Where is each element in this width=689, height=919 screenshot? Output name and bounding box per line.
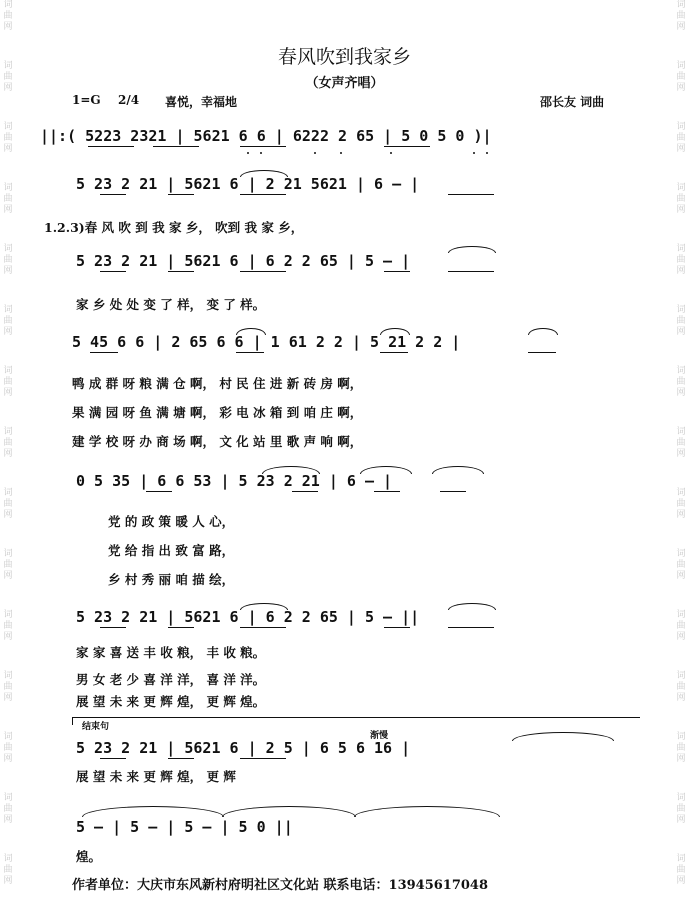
lyrics-line-5c: 乡 村 秀 丽 咱 描 绘， xyxy=(108,572,235,587)
watermark-text: 词 曲 网 xyxy=(3,183,13,215)
watermark-text: 词 曲 网 xyxy=(676,610,686,642)
author-footer: 作者单位：大庆市东风新村府明社区文化站 联系电话：13945617048 xyxy=(72,878,489,893)
watermark-text: 词 曲 网 xyxy=(3,488,13,520)
watermark-text: 词 曲 网 xyxy=(3,549,13,581)
watermark-text: 词 曲 网 xyxy=(3,305,13,337)
watermark-text: 词 曲 网 xyxy=(676,854,686,886)
watermark-left xyxy=(1,0,15,919)
watermark-text: 词 曲 网 xyxy=(676,671,686,703)
watermark-text: 词 曲 网 xyxy=(3,366,13,398)
watermark-text: 词 曲 网 xyxy=(676,549,686,581)
coda-bracket-tick xyxy=(72,717,73,725)
lyrics-line-7: 展 望 未 来 更 辉 煌， 更 辉 xyxy=(76,769,236,784)
watermark-text: 词 曲 网 xyxy=(676,122,686,154)
watermark-text: 词 曲 网 xyxy=(3,427,13,459)
time-signature: 2/4 xyxy=(118,93,140,107)
score-system-6: 5 23 2 21 | 5621 6 | 6 2 2 65 | 5 — || xyxy=(76,608,420,626)
watermark-text: 词 曲 网 xyxy=(676,366,686,398)
watermark-text: 词 曲 网 xyxy=(3,732,13,764)
watermark-text: 词 曲 网 xyxy=(676,183,686,215)
lyrics-line-3: 家 乡 处 处 变 了 样， 变 了 样。 xyxy=(76,297,266,312)
lyrics-line-4b: 果 满 园 呀 鱼 满 塘 啊， 彩 电 冰 箱 到 咱 庄 啊， xyxy=(72,405,363,420)
watermark-text: 词 曲 网 xyxy=(676,793,686,825)
lyrics-line-4a: 鸭 成 群 呀 粮 满 仓 啊， 村 民 住 进 新 砖 房 啊， xyxy=(72,376,363,391)
watermark-text: 词 曲 网 xyxy=(676,244,686,276)
watermark-text: 词 曲 网 xyxy=(676,0,686,32)
watermark-text: 词 曲 网 xyxy=(676,427,686,459)
watermark-text: 词 曲 网 xyxy=(3,793,13,825)
watermark-text: 词 曲 网 xyxy=(3,244,13,276)
watermark-text: 词 曲 网 xyxy=(676,61,686,93)
lyrics-line-5b: 党 给 指 出 致 富 路， xyxy=(108,543,235,558)
watermark-text: 词 曲 网 xyxy=(3,671,13,703)
watermark-text: 词 曲 网 xyxy=(676,732,686,764)
score-system-2: 5 23 2 21 | 5621 6 | 2 21 5621 | 6 — | xyxy=(76,175,420,193)
watermark-right xyxy=(674,0,688,919)
watermark-text: 词 曲 网 xyxy=(3,854,13,886)
lyrics-line-2: 1.2.3)春 风 吹 到 我 家 乡， 吹到 我 家 乡， xyxy=(44,220,304,235)
watermark-text: 词 曲 网 xyxy=(676,488,686,520)
score-system-8: 5 — | 5 — | 5 — | 5 0 || xyxy=(76,818,293,836)
tempo-marking: 喜悦，幸福地 xyxy=(165,95,238,109)
song-subtitle: （女声齐唱） xyxy=(305,76,384,91)
lyrics-line-4c: 建 学 校 呀 办 商 场 啊， 文 化 站 里 歌 声 响 啊， xyxy=(72,434,363,449)
score-system-7: 5 23 2 21 | 5621 6 | 2 5 | 6 5 6 16 | xyxy=(76,739,411,757)
credit: 邵长友 词曲 xyxy=(540,95,605,109)
watermark-text: 词 曲 网 xyxy=(676,305,686,337)
watermark-text: 词 曲 网 xyxy=(3,61,13,93)
watermark-text: 词 曲 网 xyxy=(3,122,13,154)
lyrics-line-8: 煌。 xyxy=(76,849,102,864)
ritardando-label: 渐慢 xyxy=(370,731,389,741)
coda-bracket xyxy=(72,717,640,718)
song-title: 春风吹到我家乡 xyxy=(277,46,411,68)
lyrics-line-6b: 男 女 老 少 喜 洋 洋， 喜 洋 洋。 xyxy=(76,672,266,687)
lyrics-line-5a: 党 的 政 策 暖 人 心， xyxy=(108,514,235,529)
score-system-5: 0 5 35 | 6 6 53 | 5 23 2 21 | 6 — | xyxy=(76,472,393,490)
score-system-3: 5 23 2 21 | 5621 6 | 6 2 2 65 | 5 — | xyxy=(76,252,411,270)
coda-label: 结束句 xyxy=(82,722,110,732)
score-system-4: 5 45 6 6 | 2 65 6 6 | 1 61 2 2 | 5 21 2 2 | xyxy=(72,333,461,351)
key-signature: 1=G xyxy=(72,93,101,107)
watermark-text: 词 曲 网 xyxy=(3,0,13,32)
watermark-text: 词 曲 网 xyxy=(3,610,13,642)
score-system-1: ||:( 5223 2321 | 5621 6 6 | 6222 2 65 | 5 0 5 0 )| xyxy=(40,127,492,145)
lyrics-line-6a: 家 家 喜 送 丰 收 粮， 丰 收 粮。 xyxy=(76,645,266,660)
lyrics-line-6c: 展 望 未 来 更 辉 煌， 更 辉 煌。 xyxy=(76,694,266,709)
